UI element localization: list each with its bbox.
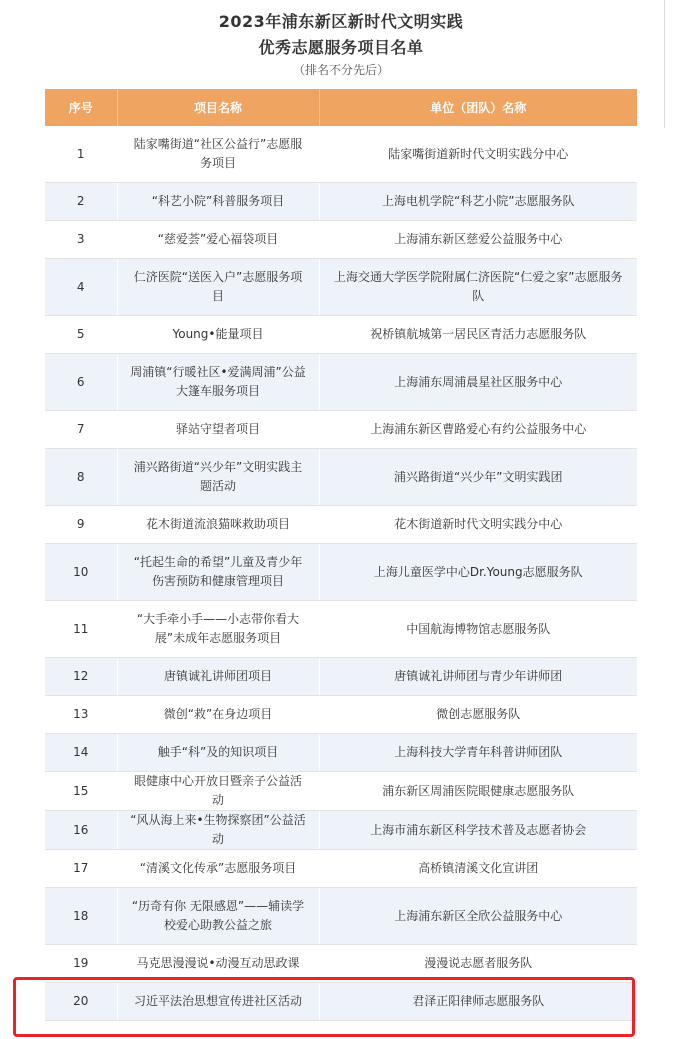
table-row-highlighted (45, 983, 637, 1021)
project-list-table (45, 89, 637, 1021)
row-number: 5 (45, 316, 117, 354)
project-name: 唐镇诚礼讲师团项目 (117, 658, 319, 696)
project-name: 触手“科”及的知识项目 (117, 734, 319, 772)
table-row (45, 183, 637, 221)
row-number: 7 (45, 411, 117, 449)
project-name: 周浦镇“行暖社区•爱满周浦”公益大篷车服务项目 (117, 354, 319, 411)
row-number: 8 (45, 449, 117, 506)
unit-name: 中国航海博物馆志愿服务队 (319, 601, 637, 658)
project-name: 眼健康中心开放日暨亲子公益活动 (117, 772, 319, 811)
project-name: 陆家嘴街道“社区公益行”志愿服务项目 (117, 126, 319, 183)
unit-name: 上海浦东新区全欣公益服务中心 (319, 888, 637, 945)
project-name: 仁济医院“送医入户”志愿服务项目 (117, 259, 319, 316)
unit-name: 上海儿童医学中心Dr.Young志愿服务队 (319, 544, 637, 601)
project-name: “历奇有你 无限感恩”——辅读学校爱心助教公益之旅 (117, 888, 319, 945)
row-number: 3 (45, 221, 117, 259)
unit-name: 上海科技大学青年科普讲师团队 (319, 734, 637, 772)
unit-name: 上海电机学院“科艺小院”志愿服务队 (319, 183, 637, 221)
column-header-unit-name: 单位（团队）名称 (319, 89, 637, 126)
project-name: 习近平法治思想宣传进社区活动 (117, 983, 319, 1021)
row-number: 20 (45, 983, 117, 1021)
table-row (45, 544, 637, 601)
table-row (45, 506, 637, 544)
table-row (45, 411, 637, 449)
table-row (45, 449, 637, 506)
unit-name: 高桥镇清溪文化宣讲团 (319, 850, 637, 888)
page-subtitle: （排名不分先后） (292, 63, 389, 77)
row-number: 19 (45, 945, 117, 983)
unit-name: 浦东新区周浦医院眼健康志愿服务队 (319, 772, 637, 811)
project-name: “科艺小院”科普服务项目 (117, 183, 319, 221)
unit-name: 漫漫说志愿者服务队 (319, 945, 637, 983)
table-row (45, 850, 637, 888)
table-row (45, 945, 637, 983)
unit-name: 上海交通大学医学院附属仁济医院“仁爱之家”志愿服务队 (319, 259, 637, 316)
project-name: “慈爱荟”爱心福袋项目 (117, 221, 319, 259)
project-name: 浦兴路街道“兴少年”文明实践主题活动 (117, 449, 319, 506)
unit-name: 唐镇诚礼讲师团与青少年讲师团 (319, 658, 637, 696)
table-row (45, 316, 637, 354)
table-row (45, 696, 637, 734)
row-number: 17 (45, 850, 117, 888)
table-row (45, 734, 637, 772)
row-number: 10 (45, 544, 117, 601)
table-row (45, 811, 637, 850)
project-name: Young•能量项目 (117, 316, 319, 354)
row-number: 18 (45, 888, 117, 945)
project-name: 马克思漫漫说•动漫互动思政课 (117, 945, 319, 983)
project-name: “清溪文化传承”志愿服务项目 (117, 850, 319, 888)
unit-name: 上海浦东新区曹路爱心有约公益服务中心 (319, 411, 637, 449)
row-number: 13 (45, 696, 117, 734)
table-row (45, 658, 637, 696)
unit-name: 上海浦东新区慈爱公益服务中心 (319, 221, 637, 259)
project-name: “风从海上来•生物探察团”公益活动 (117, 811, 319, 850)
row-number: 11 (45, 601, 117, 658)
project-name: “大手牵小手——小志带你看大展”未成年志愿服务项目 (117, 601, 319, 658)
table-header-row (45, 89, 637, 126)
project-name: 微创“救”在身边项目 (117, 696, 319, 734)
row-number: 9 (45, 506, 117, 544)
column-header-number: 序号 (45, 89, 117, 126)
page-title-line2: 优秀志愿服务项目名单 (258, 38, 424, 57)
row-number: 2 (45, 183, 117, 221)
unit-name: 微创志愿服务队 (319, 696, 637, 734)
unit-name: 陆家嘴街道新时代文明实践分中心 (319, 126, 637, 183)
unit-name: 浦兴路街道“兴少年”文明实践团 (319, 449, 637, 506)
unit-name: 祝桥镇航城第一居民区青活力志愿服务队 (319, 316, 637, 354)
project-name: 驿站守望者项目 (117, 411, 319, 449)
row-number: 14 (45, 734, 117, 772)
row-number: 6 (45, 354, 117, 411)
row-number: 15 (45, 772, 117, 811)
row-number: 16 (45, 811, 117, 850)
unit-name: 君泽正阳律师志愿服务队 (319, 983, 637, 1021)
table-row (45, 772, 637, 811)
table-row (45, 126, 637, 183)
table-row (45, 259, 637, 316)
row-number: 1 (45, 126, 117, 183)
page-title-line1: 2023年浦东新区新时代文明实践 (218, 12, 464, 31)
table-row (45, 601, 637, 658)
project-name: “托起生命的希望”儿童及青少年伤害预防和健康管理项目 (117, 544, 319, 601)
row-number: 12 (45, 658, 117, 696)
table-row (45, 888, 637, 945)
row-number: 4 (45, 259, 117, 316)
table-row (45, 354, 637, 411)
unit-name: 上海市浦东新区科学技术普及志愿者协会 (319, 811, 637, 850)
table-row (45, 221, 637, 259)
project-name: 花木街道流浪猫咪救助项目 (117, 506, 319, 544)
column-header-project-name: 项目名称 (117, 89, 319, 126)
unit-name: 上海浦东周浦晨星社区服务中心 (319, 354, 637, 411)
unit-name: 花木街道新时代文明实践分中心 (319, 506, 637, 544)
